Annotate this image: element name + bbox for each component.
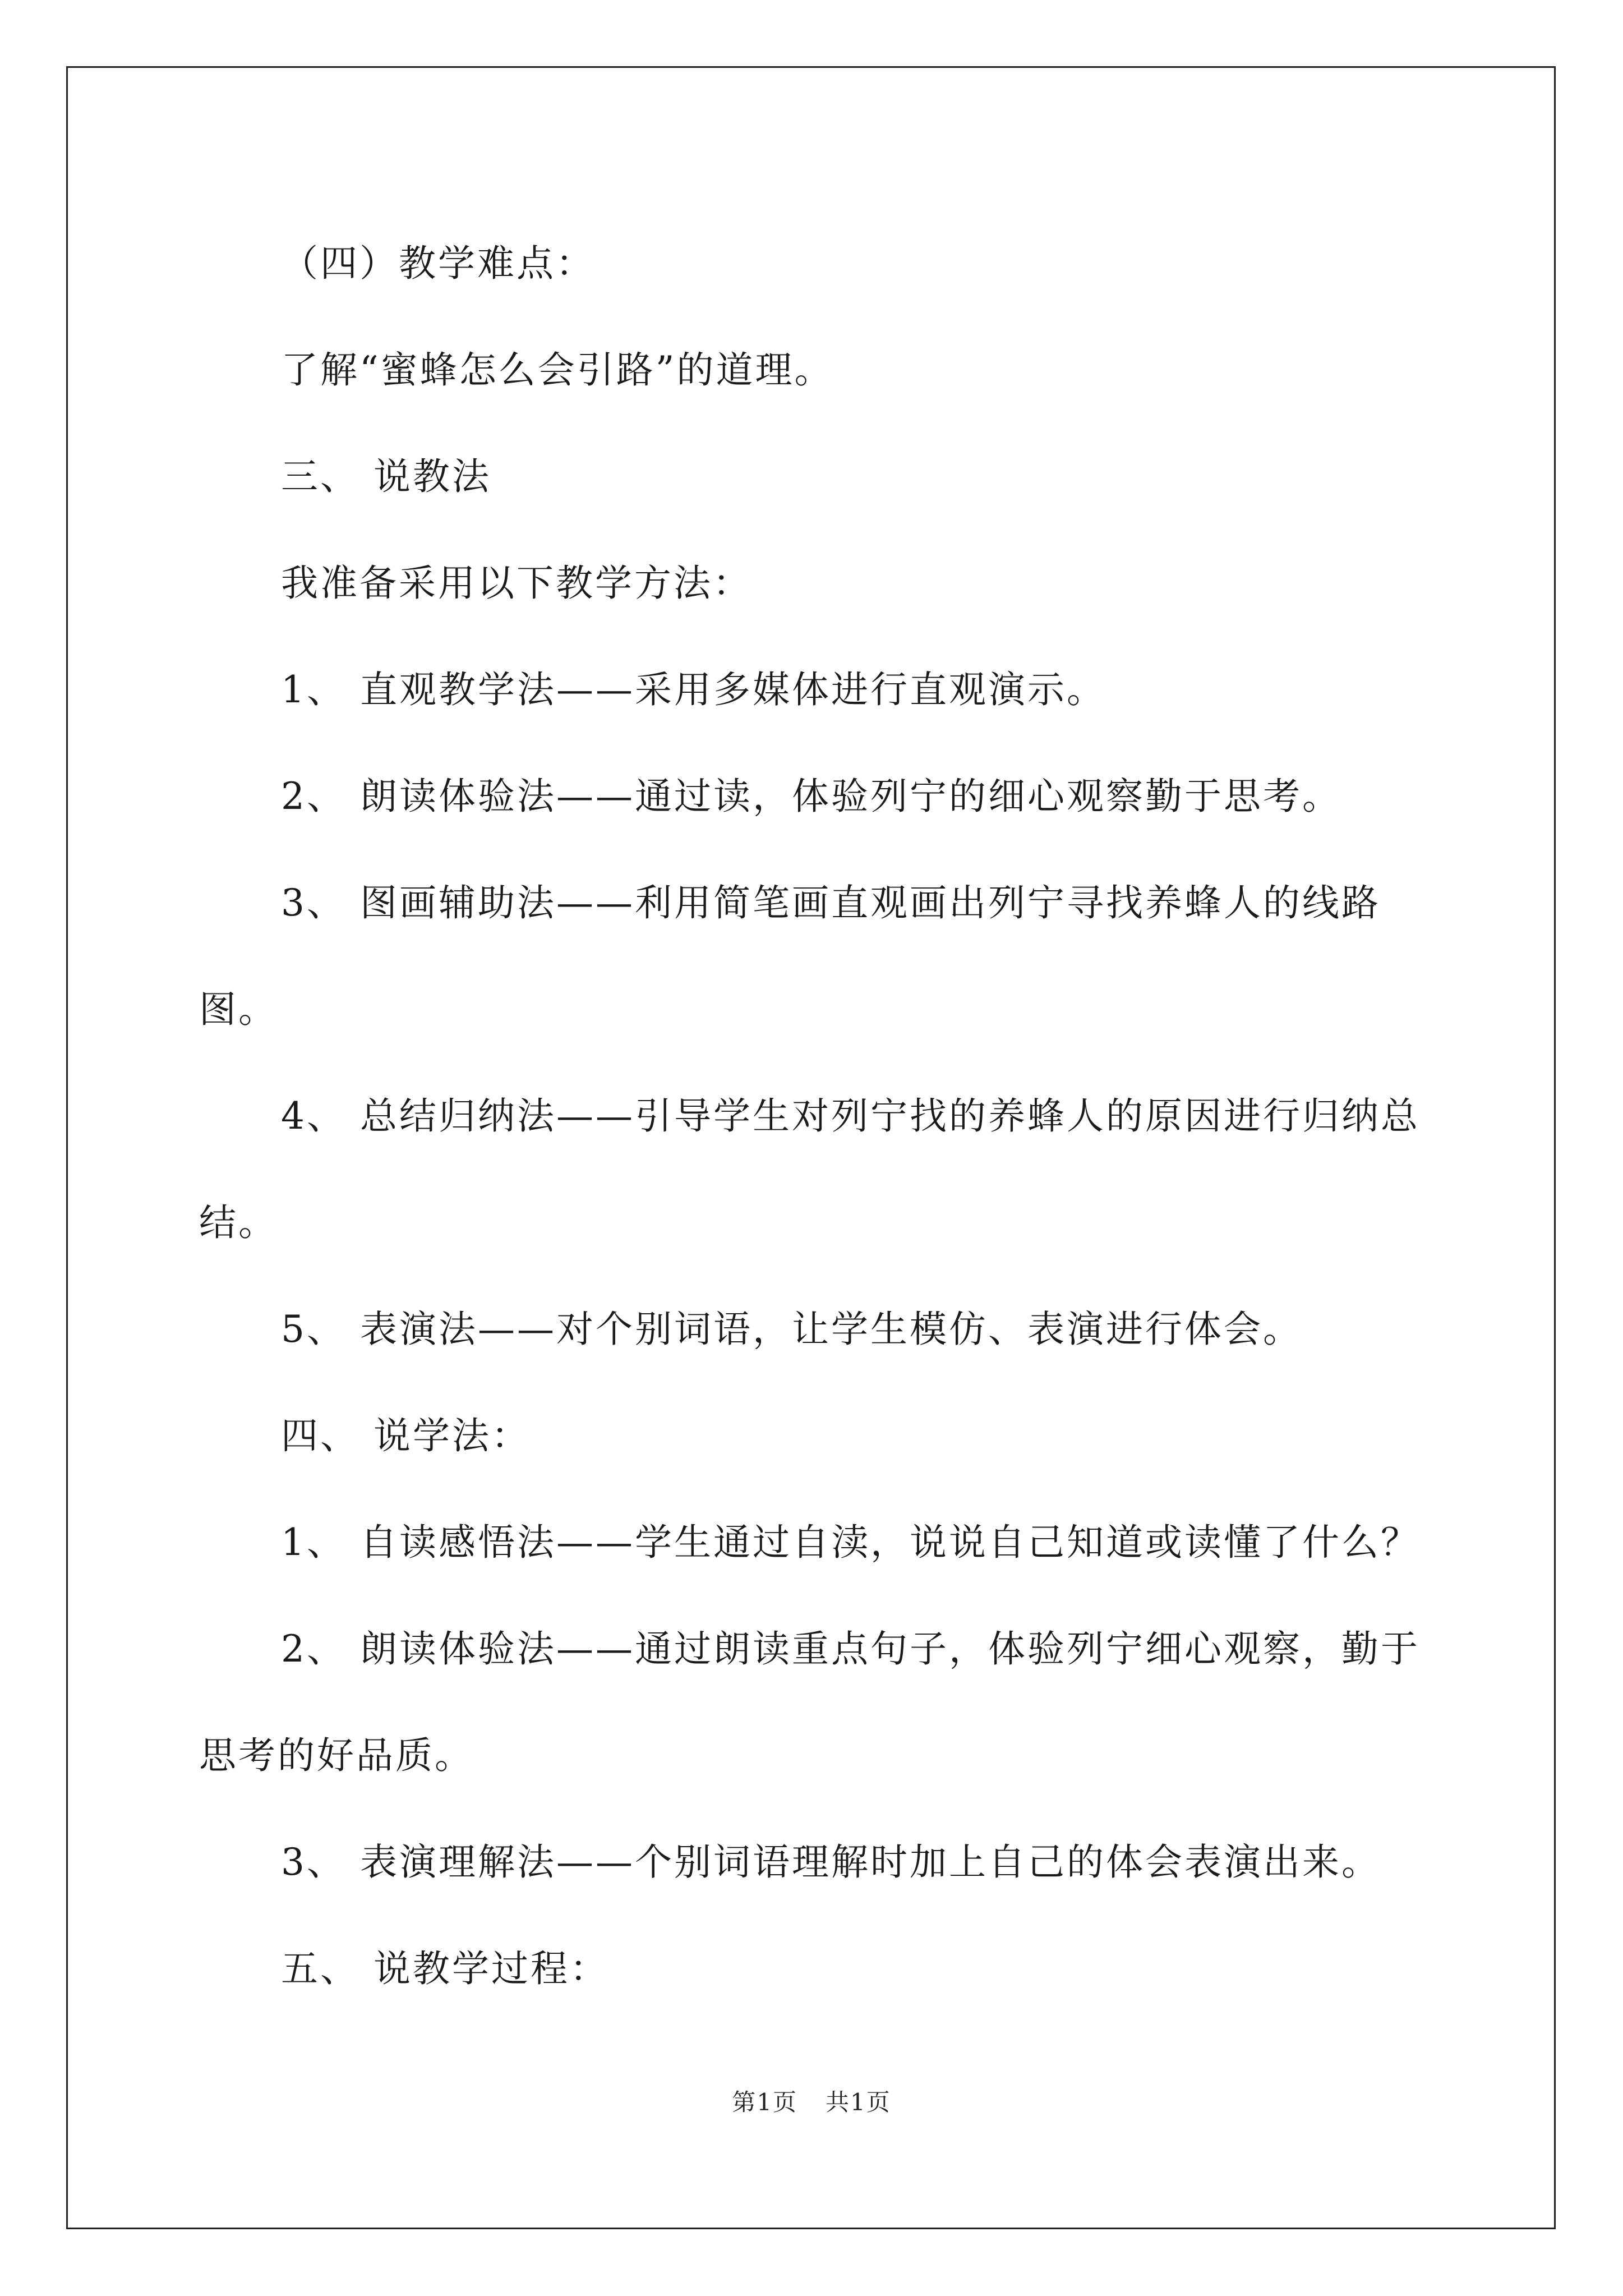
paragraph: （四）教学难点：	[281, 242, 595, 285]
list-item: 3、 图画辅助法——利用简笔画直观画出列宁寻找养蜂人的线路图。	[199, 881, 1381, 1031]
page-total: 共1页	[826, 2088, 891, 2116]
section-heading: 四、 说学法：	[281, 1414, 531, 1457]
list-item: 4、 总结归纳法——引导学生对列宁找的养蜂人的原因进行归纳总结。	[199, 1094, 1420, 1244]
section-heading: 五、 说教学过程：	[281, 1947, 609, 1990]
paragraph: 我准备采用以下教学方法：	[281, 562, 752, 605]
document-body	[199, 210, 1450, 2022]
list-item: 2、 朗读体验法——通过读，体验列宁的细心观察勤于思考。	[281, 775, 1341, 818]
paragraph: 了解“蜜蜂怎么会引路”的道理。	[281, 348, 834, 392]
list-item: 1、 自读感悟法——学生通过自渎，说说自己知道或读懂了什么？	[281, 1521, 1420, 1564]
page-footer	[0, 2084, 1623, 2118]
section-heading: 三、 说教法	[281, 455, 491, 498]
list-item: 1、 直观教学法——采用多媒体进行直观演示。	[281, 668, 1106, 711]
list-item: 3、 表演理解法——个别词语理解时加上自己的体会表演出来。	[281, 1841, 1381, 1884]
list-item: 5、 表演法——对个别词语，让学生模仿、表演进行体会。	[281, 1308, 1302, 1351]
list-item: 2、 朗读体验法——通过朗读重点句子，体验列宁细心观察，勤于思考的好品质。	[199, 1627, 1420, 1777]
page-number: 第1页	[732, 2088, 797, 2116]
